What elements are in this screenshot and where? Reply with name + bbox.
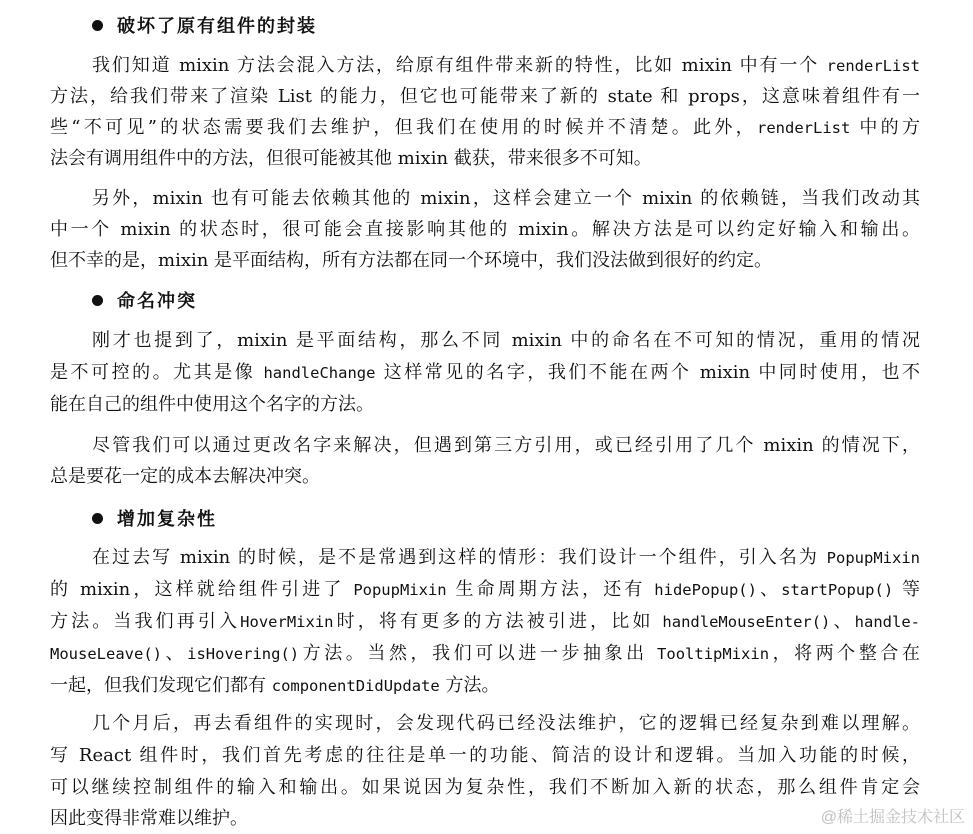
text-segment: 些“不可见”的状态需要我们去维护，但我们在使用的时候并不清楚。此外， xyxy=(50,117,757,138)
text-segment: 尽管我们可以通过更改名字来解决，但遇到第三方引用，或已经引用了几个 mixin 的情况下， xyxy=(92,435,920,456)
paragraph-line xyxy=(50,741,920,771)
text-segment: 方法。当我们再引入 xyxy=(50,611,241,632)
paragraph-line xyxy=(92,431,920,461)
paragraph-line xyxy=(50,246,920,276)
paragraph-line xyxy=(50,639,920,669)
paragraph-line xyxy=(50,607,920,637)
inline-code: componentDidUpdate xyxy=(271,677,440,695)
inline-code: handleChange xyxy=(263,364,376,382)
paragraph-line xyxy=(50,804,920,834)
paragraph-line xyxy=(50,358,920,388)
text-segment: 法会有调用组件中的方法，但很可能被其他 mixin 截获，带来很多不可知。 xyxy=(50,148,652,169)
heading-text: 命名冲突 xyxy=(117,291,197,312)
bullet-icon xyxy=(92,20,103,31)
text-segment: 是不可控的。尤其是像 xyxy=(50,362,264,383)
text-segment: 另外，mixin 也有可能去依赖其他的 mixin，这样会建立一个 mixin 的依赖链，当我们改动其 xyxy=(92,188,920,209)
bullet-icon xyxy=(92,513,103,524)
watermark: @稀土掘金技术社区 xyxy=(820,809,965,826)
paragraph-line xyxy=(50,773,920,803)
text-segment: 可以继续控制组件的输入和输出。如果说因为复杂性，我们不断加入新的状态，那么组件肯定会 xyxy=(50,777,920,798)
paragraph-line xyxy=(92,709,920,739)
section-heading-complexity xyxy=(92,503,217,533)
text-segment: 、 xyxy=(756,579,782,600)
text-segment: 方法。 xyxy=(439,675,500,696)
text-segment: 在过去写 mixin 的时候，是不是常遇到这样的情形：我们设计一个组件，引入名为 xyxy=(92,547,827,568)
text-segment: 总是要花一定的成本去解决冲突。 xyxy=(50,466,320,487)
inline-code: handle- xyxy=(854,613,920,631)
paragraph-line xyxy=(50,144,920,174)
text-segment: 等 xyxy=(893,579,920,600)
paragraph-line xyxy=(92,51,920,81)
text-segment: 生命周期方法，还有 xyxy=(446,579,655,600)
text-segment: 方法，给我们带来了渲染 List 的能力，但它也可能带来了新的 state 和 props，这意味着组件有一 xyxy=(50,86,920,107)
inline-code: PopupMixin xyxy=(826,549,920,567)
text-segment: 但不幸的是，mixin 是平面结构，所有方法都在同一个环境中，我们没法做到很好的约定。 xyxy=(50,250,773,271)
text-segment: 能在自己的组件中使用这个名字的方法。 xyxy=(50,394,374,415)
text-segment: 几个月后，再去看组件的实现时，会发现代码已经没法维护，它的逻辑已经复杂到难以理解。 xyxy=(92,713,920,734)
inline-code: HoverMixin xyxy=(240,613,334,631)
paragraph-line xyxy=(50,575,920,605)
bullet-icon xyxy=(92,295,103,306)
text-segment: 因此变得非常难以维护。 xyxy=(50,808,248,829)
heading-text: 破坏了原有组件的封装 xyxy=(117,16,317,37)
inline-code: MouseLeave() xyxy=(50,645,162,663)
paragraph-line xyxy=(50,462,920,492)
paragraph-line xyxy=(50,215,920,245)
paragraph-line xyxy=(50,82,920,112)
paragraph-line xyxy=(50,671,920,701)
text-segment: 的 mixin，这样就给组件引进了 xyxy=(50,579,354,600)
inline-code: handleMouseEnter() xyxy=(662,613,831,631)
text-segment: 这样常见的名字，我们不能在两个 mixin 中同时使用，也不 xyxy=(375,362,920,383)
text-segment: 一起，但我们发现它们都有 xyxy=(50,675,272,696)
text-segment: 时，将有更多的方法被引进，比如 xyxy=(333,611,663,632)
heading-text: 增加复杂性 xyxy=(117,509,217,530)
section-heading-naming-conflict xyxy=(92,285,197,315)
inline-code: isHovering() xyxy=(187,645,300,663)
inline-code: startPopup() xyxy=(781,581,894,599)
text-segment: ，将两个整合在 xyxy=(769,643,921,664)
inline-code: TooltipMixin xyxy=(657,645,770,663)
text-segment: 中一个 mixin 的状态时，很可能会直接影响其他的 mixin。解决方法是可以约定好输入和输出。 xyxy=(50,219,920,240)
inline-code: hidePopup() xyxy=(654,581,757,599)
paragraph-line xyxy=(92,326,920,356)
paragraph-line xyxy=(50,390,920,420)
text-segment: 写 React 组件时，我们首先考虑的往往是单一的功能、简洁的设计和逻辑。当加入功能的时候， xyxy=(50,745,920,766)
paragraph-line xyxy=(92,543,920,573)
text-segment: 中的方 xyxy=(850,117,920,138)
inline-code: renderList xyxy=(826,57,920,75)
text-segment: 刚才也提到了，mixin 是平面结构，那么不同 mixin 中的命名在不可知的情况，重用的情况 xyxy=(92,330,920,351)
text-segment: 、 xyxy=(830,611,855,632)
paragraph-line xyxy=(50,113,920,143)
text-segment: 方法。当然，我们可以进一步抽象出 xyxy=(299,643,658,664)
text-segment: 、 xyxy=(161,643,188,664)
text-segment: 我们知道 mixin 方法会混入方法，给原有组件带来新的特性，比如 mixin 中有一个 xyxy=(92,55,827,76)
inline-code: PopupMixin xyxy=(353,581,447,599)
section-heading-encapsulation xyxy=(92,10,317,40)
paragraph-line xyxy=(92,184,920,214)
inline-code: renderList xyxy=(757,119,851,137)
